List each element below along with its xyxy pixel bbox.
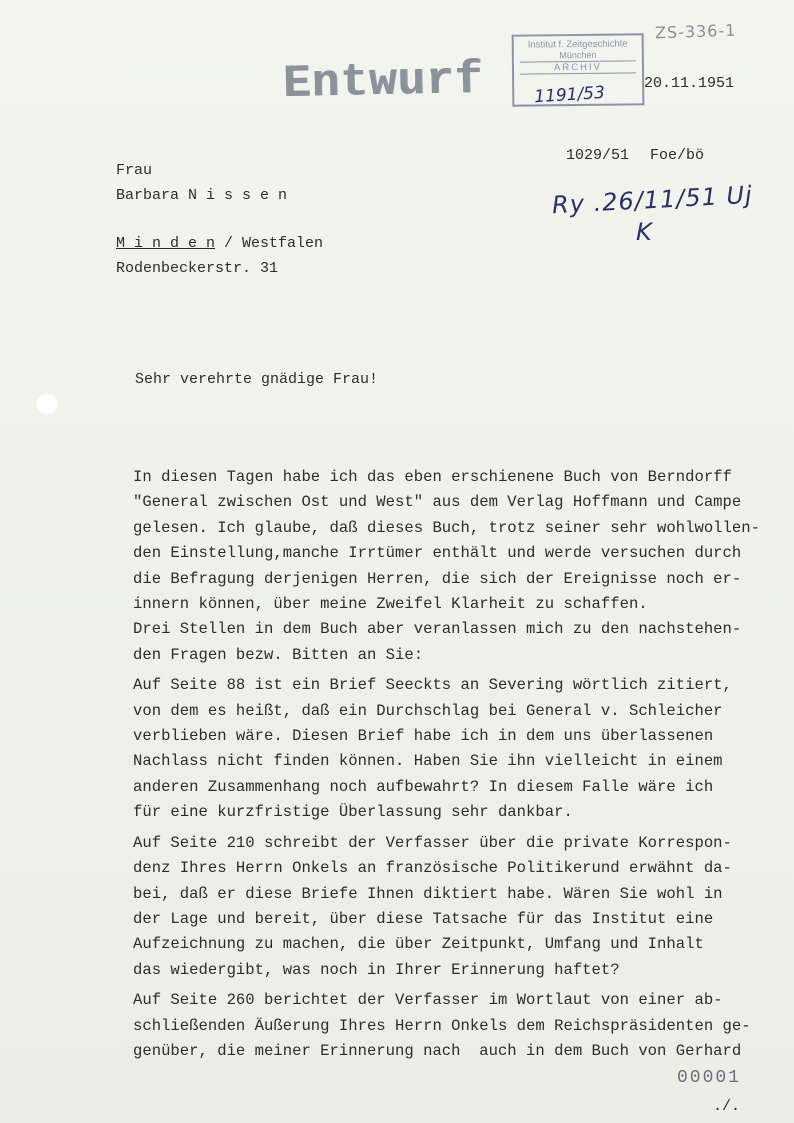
body-line: Auf Seite 260 berichtet der Verfasser im Wortlaut von einer ab- <box>133 991 723 1010</box>
archive-institution: Institut f. Zeitgeschichte <box>527 38 628 51</box>
punch-hole <box>36 393 58 415</box>
body-line: für eine kurzfristige Überlassung sehr dankbar. <box>133 803 573 822</box>
draft-stamp: Entwurf <box>282 53 484 111</box>
body-line: "General zwischen Ost und West" aus dem Verlag Hoffmann und Campe <box>133 493 742 512</box>
body-line: innern können, über meine Zweifel Klarheit zu schaffen. <box>133 595 648 614</box>
recipient-city: M i n d e n <box>116 235 216 252</box>
archive-number: 1191/53 <box>533 82 606 108</box>
page-number-stamp: 00001 <box>677 1068 742 1088</box>
handwritten-note: Ry .26/11/51 Uj <box>551 180 754 220</box>
recipient-street: Rodenbeckerstr. 31 <box>116 260 279 277</box>
archive-label: ARCHIV <box>520 60 636 74</box>
body-line: verblieben wäre. Diesen Brief habe ich in dem uns überlassenen <box>133 727 714 746</box>
body-line: Auf Seite 88 ist ein Brief Seeckts an Severing wörtlich zitiert, <box>133 676 732 695</box>
body-line: bei, daß er diese Briefe Ihnen diktiert habe. Wären Sie wohl in <box>133 884 723 903</box>
continuation-mark: ./. <box>713 1098 741 1115</box>
body-line: schließenden Äußerung Ihres Herrn Onkels dem Reichspräsidenten ge- <box>133 1016 751 1035</box>
body-line: anderen Zusammenhang noch aufbewahrt? In diesem Falle wäre ich <box>133 777 714 796</box>
recipient-name: Barbara N i s s e n <box>116 187 288 204</box>
archive-city: München <box>559 49 597 61</box>
paragraph <box>133 673 783 825</box>
paragraph <box>133 831 783 983</box>
body-line: die Befragung derjenigen Herren, die sich der Ereignisse noch er- <box>133 569 742 588</box>
handwritten-mark: K <box>636 218 652 246</box>
recipient-title: Frau <box>116 162 153 179</box>
body-line: von dem es heißt, daß ein Durchschlag bei General v. Schleicher <box>133 701 723 720</box>
archive-stamp <box>512 33 645 106</box>
body-line: In diesen Tagen habe ich das eben erschienene Buch von Berndorff <box>133 468 732 486</box>
file-reference: 1029/51 Foe/bö <box>566 147 705 164</box>
paragraph <box>133 465 783 668</box>
body-line: den Einstellung,manche Irrtümer enthält und werde versuchen durch <box>133 544 742 563</box>
letter-date: 20.11.1951 <box>644 75 735 92</box>
handwritten-archive-ref: ZS-336-1 <box>654 20 737 43</box>
body-line: der Lage und bereit, über diese Tatsache für das Institut eine <box>133 909 714 928</box>
letter-body <box>133 465 783 1069</box>
body-line: gelesen. Ich glaube, daß dieses Buch, trotz seiner sehr wohlwollen- <box>133 518 760 537</box>
body-line: Auf Seite 210 schreibt der Verfasser über die private Korrespon- <box>133 833 732 852</box>
salutation: Sehr verehrte gnädige Frau! <box>135 371 379 388</box>
recipient-region: / Westfalen <box>224 235 324 252</box>
body-line: Nachlass nicht finden können. Haben Sie ihn vielleicht in einem <box>133 752 723 771</box>
body-line: denz Ihres Herrn Onkels an französische Politikerund erwähnt da- <box>133 859 732 878</box>
recipient-city-line <box>116 235 323 252</box>
body-line: Aufzeichnung zu machen, die über Zeitpunkt, Umfang und Inhalt <box>133 935 704 954</box>
paragraph <box>133 988 783 1064</box>
body-line: Drei Stellen in dem Buch aber veranlassen mich zu den nachstehen- <box>133 620 742 639</box>
body-line: den Fragen bezw. Bitten an Sie: <box>133 645 424 664</box>
body-line: genüber, die meiner Erinnerung nach auch in dem Buch von Gerhard <box>133 1041 742 1060</box>
body-line: das wiedergibt, was noch in Ihrer Erinnerung haftet? <box>133 960 620 979</box>
